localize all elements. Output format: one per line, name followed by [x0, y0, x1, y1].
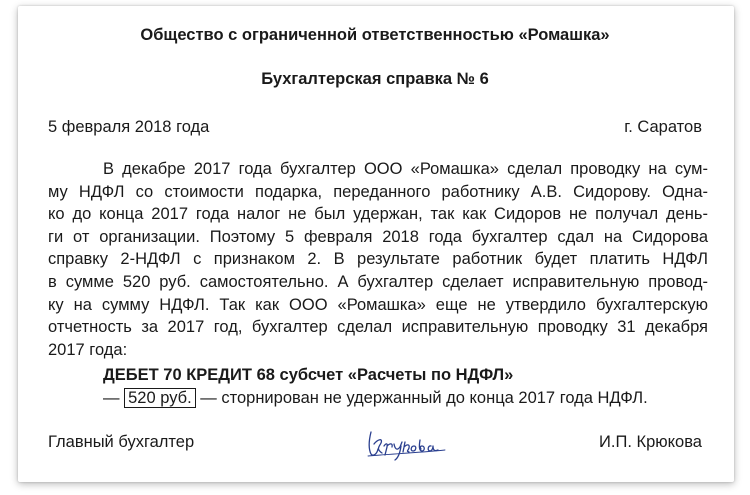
entry-reversal-line — [103, 389, 648, 408]
body-line: му НДФЛ со стоимости подарка, переданного работнику А.В. Сидорову. Одна- — [48, 182, 708, 201]
body-line: в сумме 520 руб. самостоятельно. А бухгалтер сделает исправительную провод- — [48, 272, 708, 291]
body-line: ги от организации. Поэтому 5 февраля 2018 года бухгалтер сдал на Сидорова — [48, 227, 708, 246]
body-line: ку на сумму НДФЛ. Так как ООО «Ромашка» еще не утвердило бухгалтерскую — [48, 295, 708, 314]
document-city: г. Саратов — [624, 118, 702, 136]
accounting-entry: ДЕБЕТ 70 КРЕДИТ 68 субсчет «Расчеты по НДФЛ» — [103, 366, 514, 384]
signatory-name: И.П. Крюкова — [599, 433, 702, 451]
entry-dash: — — [103, 389, 120, 407]
body-line: 2017 года: — [48, 340, 128, 359]
body-line: В декабре 2017 года бухгалтер ООО «Ромашка» сделал проводку на сум- — [103, 160, 708, 178]
body-paragraph — [48, 158, 708, 361]
body-line: справку 2-НДФЛ с признаком 2. В результате работник будет платить НДФЛ — [48, 250, 708, 269]
organization-title: Общество с ограниченной ответственностью «Ромашка» — [140, 26, 610, 44]
document-title: Бухгалтерская справка № 6 — [261, 70, 489, 88]
signatory-position: Главный бухгалтер — [48, 433, 195, 451]
body-line: отчетность за 2017 год, бухгалтер сделал исправительную проводку 31 декабря — [48, 318, 708, 337]
entry-description: — сторнирован не удержанный до конца 2017 года НДФЛ. — [200, 389, 648, 407]
document-date: 5 февраля 2018 года — [48, 118, 210, 136]
handwritten-signature — [365, 424, 450, 462]
body-line: ко до конца 2017 года налог не был удержан, так как Сидоров не получал день- — [48, 205, 708, 224]
amount-box: 520 руб. — [124, 388, 196, 408]
